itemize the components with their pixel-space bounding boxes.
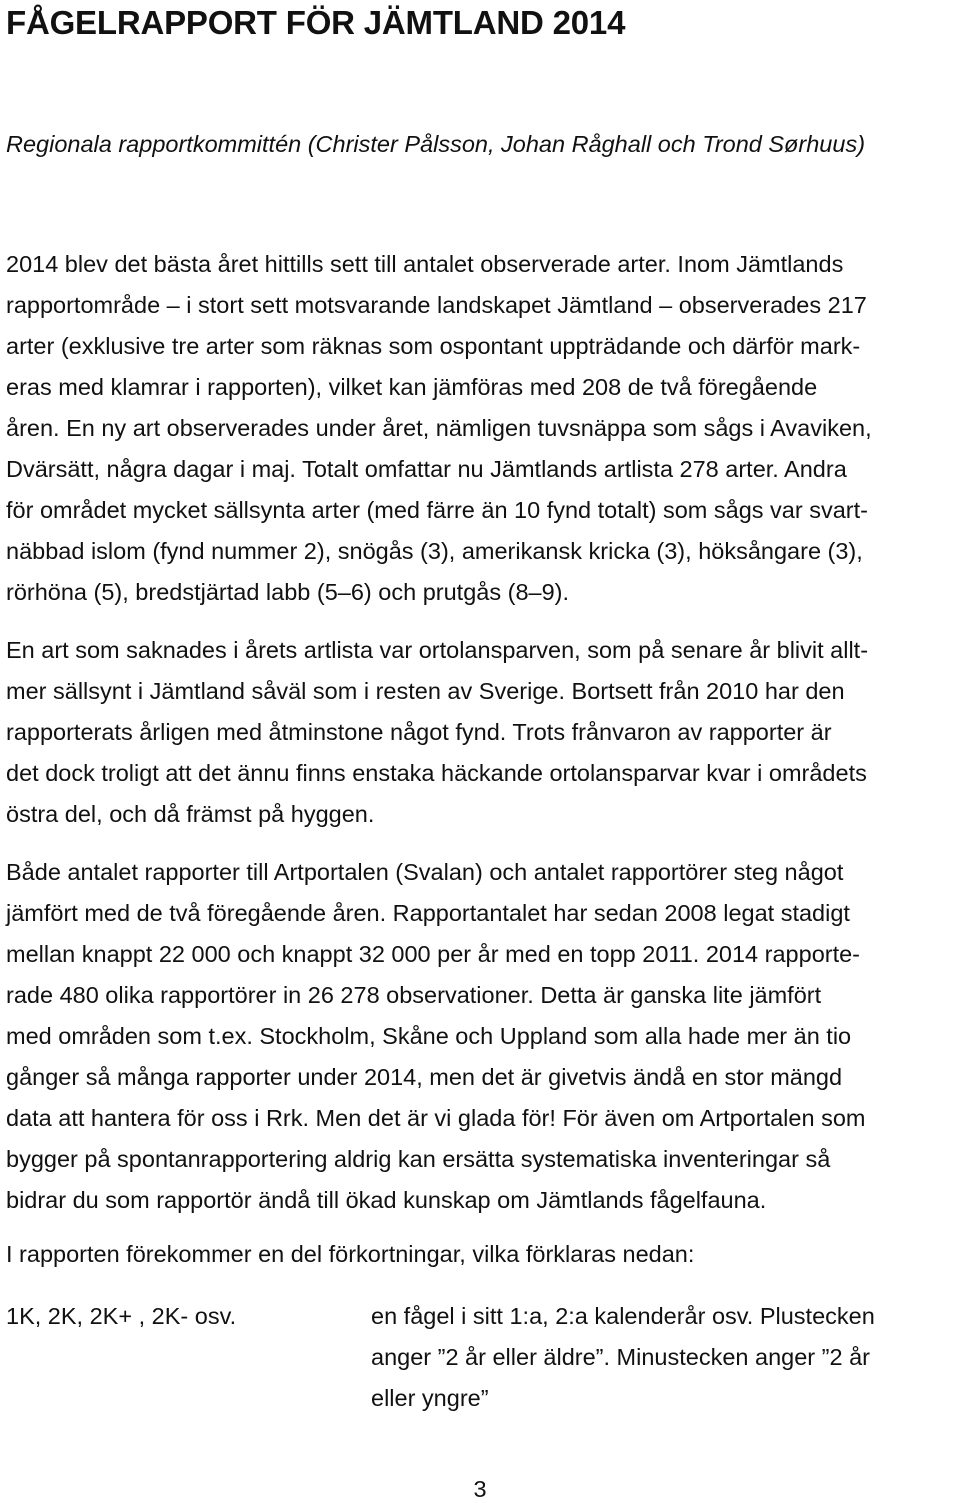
text-line: mer sällsynt i Jämtland såväl som i resten av Sverige. Bortsett från 2010 har den [6, 678, 845, 704]
text-line: näbbad islom (fynd nummer 2), snögås (3), amerikansk kricka (3), höksångare (3), [6, 538, 863, 564]
text-line: rapporterats årligen med åtminstone något fynd. Trots frånvaron av rapporter är [6, 719, 832, 745]
text-line: anger ”2 år eller äldre”. Minustecken anger ”2 år [371, 1344, 870, 1370]
text-line: bygger på spontanrapportering aldrig kan ersätta systematiska inventeringar så [6, 1146, 831, 1172]
text-line: östra del, och då främst på hyggen. [6, 801, 375, 827]
page-number: 3 [473, 1476, 487, 1502]
paragraph-artportalen-reports [6, 852, 958, 1221]
text-line: med områden som t.ex. Stockholm, Skåne och Uppland som alla hade mer än tio [6, 1023, 852, 1049]
paragraph-ortolan-bunting [6, 630, 958, 835]
text-line: mellan knappt 22 000 och knappt 32 000 per år med en topp 2011. 2014 rapporte- [6, 941, 861, 967]
text-line: Både antalet rapporter till Artportalen (Svalan) och antalet rapportörer steg något [6, 859, 844, 885]
text-line: jämfört med de två föregående åren. Rapportantalet har sedan 2008 legat stadigt [6, 900, 850, 926]
abbreviation-definition [371, 1296, 956, 1419]
abbreviation-term: 1K, 2K, 2K+ , 2K- osv. [6, 1303, 237, 1329]
text-line: eller yngre” [371, 1385, 489, 1411]
text-line: för området mycket sällsynta arter (med färre än 10 fynd totalt) som sågs var svart- [6, 497, 868, 523]
text-line: eras med klamrar i rapporten), vilket kan jämföras med 208 de två föregående [6, 374, 818, 400]
text-line: En art som saknades i årets artlista var ortolansparven, som på senare år blivit allt- [6, 637, 869, 663]
text-line: rapportområde – i stort sett motsvarande landskapet Jämtland – observerades 217 [6, 292, 867, 318]
text-line: åren. En ny art observerades under året, nämligen tuvsnäppa som sågs i Avaviken, [6, 415, 872, 441]
authors-subtitle: Regionala rapportkommittén (Christer Pålsson, Johan Råghall och Trond Sørhuus) [6, 131, 866, 157]
text-line: bidrar du som rapportör ändå till ökad kunskap om Jämtlands fågelfauna. [6, 1187, 767, 1213]
text-line: rörhöna (5), bredstjärtad labb (5–6) och prutgås (8–9). [6, 579, 570, 605]
text-line: data att hantera för oss i Rrk. Men det är vi glada för! För även om Artportalen som [6, 1105, 866, 1131]
page-title: FÅGELRAPPORT FÖR JÄMTLAND 2014 [6, 4, 626, 41]
text-line: det dock troligt att det ännu finns enstaka häckande ortolansparvar kvar i områdets [6, 760, 867, 786]
text-line: en fågel i sitt 1:a, 2:a kalenderår osv. Plustecken [371, 1303, 875, 1329]
paragraph-abbreviations-intro [6, 1234, 958, 1275]
text-line: I rapporten förekommer en del förkortningar, vilka förklaras nedan: [6, 1241, 695, 1267]
text-line: Dvärsätt, några dagar i maj. Totalt omfattar nu Jämtlands artlista 278 arter. Andra [6, 456, 847, 482]
text-line: rade 480 olika rapportörer in 26 278 observationer. Detta är ganska lite jämfört [6, 982, 822, 1008]
text-line: 2014 blev det bästa året hittills sett till antalet observerade arter. Inom Jämtlands [6, 251, 844, 277]
text-line: gånger så många rapporter under 2014, men det är givetvis ändå en stor mängd [6, 1064, 843, 1090]
paragraph-species-count [6, 244, 958, 613]
text-line: arter (exklusive tre arter som räknas som ospontant uppträdande och därför mark- [6, 333, 861, 359]
